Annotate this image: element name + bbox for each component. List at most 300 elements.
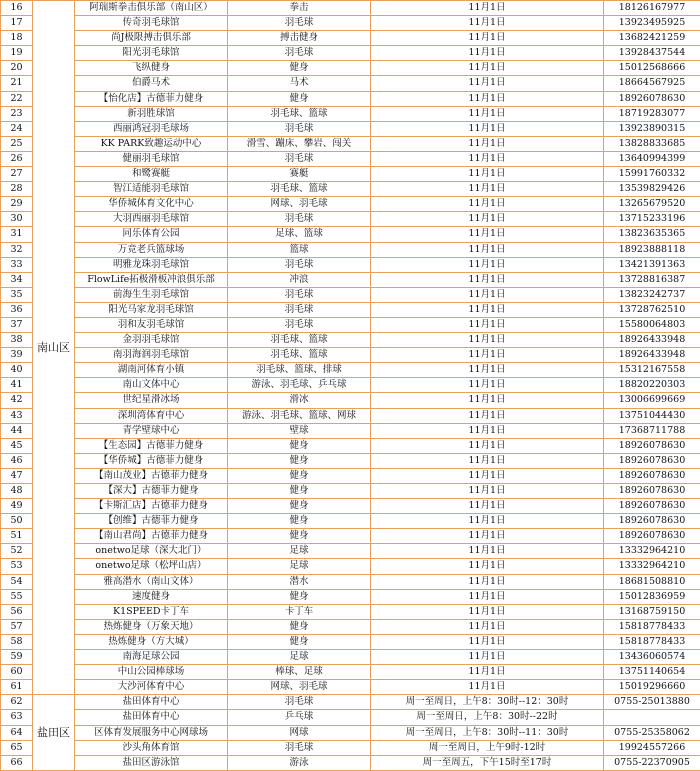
- phone-cell: 13751044430: [604, 408, 700, 423]
- phone-cell: 15012568666: [604, 61, 700, 76]
- sport-type-cell: 网球、羽毛球: [228, 680, 371, 695]
- phone-cell: 13539829426: [604, 182, 700, 197]
- phone-cell: 18126167977: [604, 1, 700, 16]
- table-row: [1, 363, 700, 378]
- venue-name-cell: 盐田体育中心: [75, 710, 228, 725]
- sport-type-cell: 棒球、足球: [228, 665, 371, 680]
- sport-type-cell: 羽毛球: [228, 16, 371, 31]
- sport-type-cell: 羽毛球: [228, 212, 371, 227]
- open-time-cell: 11月1日: [371, 468, 604, 483]
- open-time-cell: 11月1日: [371, 257, 604, 272]
- phone-cell: 18926078630: [604, 468, 700, 483]
- row-number-cell: 22: [1, 91, 33, 106]
- table-row: [1, 272, 700, 287]
- row-number-cell: 52: [1, 544, 33, 559]
- venue-name-cell: 南海足球公园: [75, 650, 228, 665]
- venue-name-cell: 【卡斯汇店】古德菲力健身: [75, 499, 228, 514]
- table-row: [1, 604, 700, 619]
- open-time-cell: 11月1日: [371, 31, 604, 46]
- sport-type-cell: 健身: [228, 438, 371, 453]
- venue-name-cell: 热炼健身（方大城）: [75, 634, 228, 649]
- phone-cell: 0755-25358062: [604, 725, 700, 740]
- sport-type-cell: 游泳: [228, 755, 371, 770]
- row-number-cell: 39: [1, 348, 33, 363]
- phone-cell: 13682421259: [604, 31, 700, 46]
- sport-type-cell: 足球: [228, 650, 371, 665]
- table-row: [1, 242, 700, 257]
- row-number-cell: 26: [1, 151, 33, 166]
- row-number-cell: 42: [1, 393, 33, 408]
- phone-cell: 18664567925: [604, 76, 700, 91]
- open-time-cell: 11月1日: [371, 680, 604, 695]
- venue-name-cell: 区体育发展服务中心网球场: [75, 725, 228, 740]
- phone-cell: 13006699669: [604, 393, 700, 408]
- open-time-cell: 11月1日: [371, 574, 604, 589]
- open-time-cell: 11月1日: [371, 317, 604, 332]
- open-time-cell: 11月1日: [371, 634, 604, 649]
- table-row: [1, 1, 700, 16]
- phone-cell: 18926078630: [604, 514, 700, 529]
- open-time-cell: 11月1日: [371, 499, 604, 514]
- phone-cell: 15012836959: [604, 589, 700, 604]
- phone-cell: 13168759150: [604, 604, 700, 619]
- row-number-cell: 63: [1, 710, 33, 725]
- row-number-cell: 50: [1, 514, 33, 529]
- sport-type-cell: 羽毛球、篮球: [228, 348, 371, 363]
- row-number-cell: 41: [1, 378, 33, 393]
- open-time-cell: 11月1日: [371, 514, 604, 529]
- row-number-cell: 16: [1, 1, 33, 16]
- table-row: [1, 710, 700, 725]
- row-number-cell: 34: [1, 272, 33, 287]
- row-number-cell: 49: [1, 499, 33, 514]
- row-number-cell: 37: [1, 317, 33, 332]
- table-row: [1, 212, 700, 227]
- sport-type-cell: 篮球: [228, 242, 371, 257]
- row-number-cell: 36: [1, 302, 33, 317]
- sport-type-cell: 网球: [228, 725, 371, 740]
- venue-name-cell: 世纪星滑冰场: [75, 393, 228, 408]
- sport-type-cell: 羽毛球: [228, 302, 371, 317]
- table-row: [1, 453, 700, 468]
- open-time-cell: 11月1日: [371, 227, 604, 242]
- venue-name-cell: 同乐体育公园: [75, 227, 228, 242]
- venue-name-cell: 【怡化店】古德菲力健身: [75, 91, 228, 106]
- phone-cell: 19924557266: [604, 740, 700, 755]
- phone-cell: 13265679520: [604, 197, 700, 212]
- open-time-cell: 11月1日: [371, 16, 604, 31]
- open-time-cell: 11月1日: [371, 151, 604, 166]
- table-row: [1, 680, 700, 695]
- open-time-cell: 11月1日: [371, 242, 604, 257]
- open-time-cell: 周一至周日，上午9时-12时: [371, 740, 604, 755]
- table-row: [1, 665, 700, 680]
- table-row: [1, 544, 700, 559]
- row-number-cell: 18: [1, 31, 33, 46]
- row-number-cell: 64: [1, 725, 33, 740]
- table-row: [1, 574, 700, 589]
- table-row: [1, 468, 700, 483]
- phone-cell: 13928437544: [604, 46, 700, 61]
- venue-name-cell: 【南山茂业】古德菲力健身: [75, 468, 228, 483]
- table-row: [1, 167, 700, 182]
- table-row: [1, 197, 700, 212]
- row-number-cell: 66: [1, 755, 33, 770]
- table-row: [1, 634, 700, 649]
- table-row: [1, 46, 700, 61]
- venue-name-cell: 热炼健身（万象天地）: [75, 619, 228, 634]
- venue-name-cell: 南羽海润羽毛球馆: [75, 348, 228, 363]
- row-number-cell: 19: [1, 46, 33, 61]
- venue-name-cell: 前海生生羽毛球馆: [75, 287, 228, 302]
- open-time-cell: 11月1日: [371, 393, 604, 408]
- venue-name-cell: 阳光马家龙羽毛球馆: [75, 302, 228, 317]
- open-time-cell: 11月1日: [371, 106, 604, 121]
- row-number-cell: 44: [1, 423, 33, 438]
- phone-cell: 13751140654: [604, 665, 700, 680]
- sport-type-cell: 潜水: [228, 574, 371, 589]
- open-time-cell: 11月1日: [371, 423, 604, 438]
- venue-name-cell: 飞纵健身: [75, 61, 228, 76]
- venue-name-cell: 智江适能羽毛球馆: [75, 182, 228, 197]
- phone-cell: 15818778433: [604, 619, 700, 634]
- phone-cell: 18681508810: [604, 574, 700, 589]
- row-number-cell: 20: [1, 61, 33, 76]
- sport-type-cell: 乒乓球: [228, 710, 371, 725]
- venue-name-cell: 南山文体中心: [75, 378, 228, 393]
- sport-type-cell: 马术: [228, 76, 371, 91]
- venue-name-cell: KK PARK致趣运动中心: [75, 136, 228, 151]
- row-number-cell: 29: [1, 197, 33, 212]
- venue-name-cell: 【创维】古德菲力健身: [75, 514, 228, 529]
- sport-type-cell: 游泳、羽毛球、篮球、网球: [228, 408, 371, 423]
- phone-cell: 13923890315: [604, 121, 700, 136]
- table-row: [1, 499, 700, 514]
- open-time-cell: 11月1日: [371, 46, 604, 61]
- row-number-cell: 65: [1, 740, 33, 755]
- row-number-cell: 32: [1, 242, 33, 257]
- row-number-cell: 45: [1, 438, 33, 453]
- table-row: [1, 16, 700, 31]
- table-row: [1, 227, 700, 242]
- phone-cell: 15991760332: [604, 167, 700, 182]
- venue-name-cell: onetwo足球（深大北门）: [75, 544, 228, 559]
- sport-type-cell: 羽毛球: [228, 287, 371, 302]
- phone-cell: 13421391363: [604, 257, 700, 272]
- sport-type-cell: 健身: [228, 468, 371, 483]
- sport-type-cell: 羽毛球: [228, 121, 371, 136]
- phone-cell: 18719283077: [604, 106, 700, 121]
- table-row: [1, 31, 700, 46]
- table-row: [1, 514, 700, 529]
- row-number-cell: 24: [1, 121, 33, 136]
- venue-name-cell: 华侨城体育文化中心: [75, 197, 228, 212]
- row-number-cell: 17: [1, 16, 33, 31]
- phone-cell: 18926078630: [604, 438, 700, 453]
- open-time-cell: 11月1日: [371, 197, 604, 212]
- table-row: [1, 61, 700, 76]
- phone-cell: 13436060574: [604, 650, 700, 665]
- row-number-cell: 56: [1, 604, 33, 619]
- venue-name-cell: FlowLife拓极滑板冲浪俱乐部: [75, 272, 228, 287]
- open-time-cell: 11月1日: [371, 604, 604, 619]
- district-cell-yantian: 盐田区: [33, 695, 75, 770]
- venue-name-cell: 沙头角体育馆: [75, 740, 228, 755]
- table-row: [1, 378, 700, 393]
- row-number-cell: 55: [1, 589, 33, 604]
- phone-cell: 18926078630: [604, 484, 700, 499]
- venue-name-cell: 金羽羽毛球馆: [75, 333, 228, 348]
- sport-type-cell: 健身: [228, 589, 371, 604]
- open-time-cell: 11月1日: [371, 665, 604, 680]
- phone-cell: 15818778433: [604, 634, 700, 649]
- sport-type-cell: 卡丁车: [228, 604, 371, 619]
- phone-cell: 15580064803: [604, 317, 700, 332]
- row-number-cell: 43: [1, 408, 33, 423]
- table-row: [1, 650, 700, 665]
- row-number-cell: 38: [1, 333, 33, 348]
- table-row: [1, 333, 700, 348]
- phone-cell: 17368711788: [604, 423, 700, 438]
- venue-name-cell: 新羽胜球馆: [75, 106, 228, 121]
- sport-type-cell: 赛艇: [228, 167, 371, 182]
- row-number-cell: 40: [1, 363, 33, 378]
- phone-cell: 18926433948: [604, 348, 700, 363]
- open-time-cell: 11月1日: [371, 544, 604, 559]
- venue-name-cell: 盐田区游泳馆: [75, 755, 228, 770]
- venue-name-cell: 伯爵马术: [75, 76, 228, 91]
- table-row: [1, 91, 700, 106]
- row-number-cell: 25: [1, 136, 33, 151]
- open-time-cell: 11月1日: [371, 302, 604, 317]
- open-time-cell: 11月1日: [371, 121, 604, 136]
- sport-type-cell: 滑冰: [228, 393, 371, 408]
- row-number-cell: 61: [1, 680, 33, 695]
- venue-name-cell: 【华侨城】古德菲力健身: [75, 453, 228, 468]
- sport-type-cell: 羽毛球: [228, 46, 371, 61]
- phone-cell: 18926433948: [604, 333, 700, 348]
- sport-type-cell: 网球、羽毛球: [228, 197, 371, 212]
- sport-type-cell: 羽毛球: [228, 740, 371, 755]
- sport-type-cell: 羽毛球: [228, 257, 371, 272]
- phone-cell: 13640994399: [604, 151, 700, 166]
- row-number-cell: 30: [1, 212, 33, 227]
- row-number-cell: 46: [1, 453, 33, 468]
- venue-name-cell: 阿瑞斯拳击俱乐部（南山区）: [75, 1, 228, 16]
- sport-type-cell: 拳击: [228, 1, 371, 16]
- sport-type-cell: 健身: [228, 453, 371, 468]
- sport-type-cell: 健身: [228, 499, 371, 514]
- venue-name-cell: 盐田体育中心: [75, 695, 228, 710]
- sport-type-cell: 足球: [228, 559, 371, 574]
- row-number-cell: 57: [1, 619, 33, 634]
- phone-cell: 13728762510: [604, 302, 700, 317]
- open-time-cell: 11月1日: [371, 348, 604, 363]
- open-time-cell: 11月1日: [371, 650, 604, 665]
- row-number-cell: 35: [1, 287, 33, 302]
- sport-type-cell: 羽毛球、篮球: [228, 182, 371, 197]
- row-number-cell: 28: [1, 182, 33, 197]
- row-number-cell: 53: [1, 559, 33, 574]
- open-time-cell: 11月1日: [371, 76, 604, 91]
- venue-name-cell: 【深大】古德菲力健身: [75, 484, 228, 499]
- table-row: [1, 725, 700, 740]
- sport-type-cell: 羽毛球、篮球: [228, 106, 371, 121]
- sport-type-cell: 冲浪: [228, 272, 371, 287]
- venue-name-cell: 明雅龙珠羽毛球馆: [75, 257, 228, 272]
- open-time-cell: 11月1日: [371, 589, 604, 604]
- venue-name-cell: 西丽鸿冠羽毛球场: [75, 121, 228, 136]
- open-time-cell: 周一至周五，下午15时至17时: [371, 755, 604, 770]
- table-row: [1, 182, 700, 197]
- table-row: [1, 695, 700, 710]
- phone-cell: [604, 710, 700, 725]
- sport-type-cell: 健身: [228, 61, 371, 76]
- row-number-cell: 58: [1, 634, 33, 649]
- phone-cell: 13332964210: [604, 544, 700, 559]
- open-time-cell: 周一至周日，上午8：30时--11：30时: [371, 725, 604, 740]
- sport-type-cell: 搏击健身: [228, 31, 371, 46]
- sport-type-cell: 游泳、羽毛球、乒乓球: [228, 378, 371, 393]
- phone-cell: 15312167558: [604, 363, 700, 378]
- sport-type-cell: 羽毛球: [228, 695, 371, 710]
- sport-type-cell: 羽毛球、篮球、排球: [228, 363, 371, 378]
- row-number-cell: 21: [1, 76, 33, 91]
- table-row: [1, 151, 700, 166]
- open-time-cell: 11月1日: [371, 182, 604, 197]
- phone-cell: 13332964210: [604, 559, 700, 574]
- venue-name-cell: 万竞老兵篮球场: [75, 242, 228, 257]
- venue-name-cell: 深圳湾体育中心: [75, 408, 228, 423]
- sport-type-cell: 健身: [228, 619, 371, 634]
- table-row: [1, 484, 700, 499]
- row-number-cell: 59: [1, 650, 33, 665]
- venue-name-cell: 大沙河体育中心: [75, 680, 228, 695]
- sport-type-cell: 健身: [228, 484, 371, 499]
- open-time-cell: 11月1日: [371, 378, 604, 393]
- table-row: [1, 287, 700, 302]
- sport-type-cell: 羽毛球: [228, 317, 371, 332]
- table-row: [1, 529, 700, 544]
- venue-name-cell: 尚J极限搏击俱乐部: [75, 31, 228, 46]
- table-row: [1, 589, 700, 604]
- table-row: [1, 317, 700, 332]
- open-time-cell: 11月1日: [371, 136, 604, 151]
- table-row: [1, 121, 700, 136]
- venue-name-cell: 传奇羽毛球馆: [75, 16, 228, 31]
- table-row: [1, 348, 700, 363]
- table-row: [1, 257, 700, 272]
- open-time-cell: 11月1日: [371, 453, 604, 468]
- open-time-cell: 11月1日: [371, 91, 604, 106]
- table-row: [1, 106, 700, 121]
- sport-type-cell: 足球、篮球: [228, 227, 371, 242]
- phone-cell: 18926078630: [604, 529, 700, 544]
- sport-type-cell: 羽毛球、篮球: [228, 333, 371, 348]
- venue-name-cell: 【生态园】古德菲力健身: [75, 438, 228, 453]
- phone-cell: 18923888118: [604, 242, 700, 257]
- open-time-cell: 11月1日: [371, 333, 604, 348]
- row-number-cell: 33: [1, 257, 33, 272]
- open-time-cell: 11月1日: [371, 529, 604, 544]
- row-number-cell: 60: [1, 665, 33, 680]
- district-cell-nanshan: 南山区: [33, 1, 75, 695]
- venue-name-cell: 青学壁球中心: [75, 423, 228, 438]
- row-number-cell: 62: [1, 695, 33, 710]
- venue-name-cell: onetwo足球（松坪山店）: [75, 559, 228, 574]
- open-time-cell: 11月1日: [371, 484, 604, 499]
- sport-type-cell: 健身: [228, 529, 371, 544]
- venue-table-body: [1, 1, 700, 771]
- open-time-cell: 11月1日: [371, 438, 604, 453]
- row-number-cell: 51: [1, 529, 33, 544]
- table-row: [1, 76, 700, 91]
- phone-cell: 18926078630: [604, 453, 700, 468]
- row-number-cell: 23: [1, 106, 33, 121]
- table-row: [1, 408, 700, 423]
- open-time-cell: 11月1日: [371, 363, 604, 378]
- phone-cell: 0755-25013880: [604, 695, 700, 710]
- venue-name-cell: 大羽西丽羽毛球馆: [75, 212, 228, 227]
- phone-cell: 0755-22370905: [604, 755, 700, 770]
- table-row: [1, 136, 700, 151]
- venue-name-cell: 中山公园棒球场: [75, 665, 228, 680]
- table-row: [1, 619, 700, 634]
- row-number-cell: 47: [1, 468, 33, 483]
- sport-type-cell: 健身: [228, 91, 371, 106]
- open-time-cell: 11月1日: [371, 1, 604, 16]
- sport-type-cell: 羽毛球: [228, 151, 371, 166]
- venue-name-cell: 健丽羽毛球馆: [75, 151, 228, 166]
- phone-cell: 13923495925: [604, 16, 700, 31]
- open-time-cell: 11月1日: [371, 61, 604, 76]
- venue-name-cell: 湖南河体育小镇: [75, 363, 228, 378]
- phone-cell: 13823635365: [604, 227, 700, 242]
- phone-cell: 13828833685: [604, 136, 700, 151]
- phone-cell: 18820220303: [604, 378, 700, 393]
- table-row: [1, 302, 700, 317]
- table-row: [1, 393, 700, 408]
- open-time-cell: 11月1日: [371, 619, 604, 634]
- open-time-cell: 11月1日: [371, 212, 604, 227]
- open-time-cell: 11月1日: [371, 287, 604, 302]
- sport-type-cell: 滑雪、蹦床、攀岩、闯关: [228, 136, 371, 151]
- venue-name-cell: 【南山君尚】古德菲力健身: [75, 529, 228, 544]
- venue-name-cell: 雅高潜水（南山文体）: [75, 574, 228, 589]
- venue-name-cell: 和鹭赛艇: [75, 167, 228, 182]
- table-row: [1, 740, 700, 755]
- row-number-cell: 27: [1, 167, 33, 182]
- sport-type-cell: 足球: [228, 544, 371, 559]
- venue-name-cell: K1SPEED卡丁车: [75, 604, 228, 619]
- sport-type-cell: 健身: [228, 514, 371, 529]
- open-time-cell: 周一至周日，上午8：30时--12：30时: [371, 695, 604, 710]
- venue-name-cell: 速度健身: [75, 589, 228, 604]
- phone-cell: 15019296660: [604, 680, 700, 695]
- phone-cell: 13715233196: [604, 212, 700, 227]
- open-time-cell: 11月1日: [371, 559, 604, 574]
- table-row: [1, 559, 700, 574]
- open-time-cell: 11月1日: [371, 272, 604, 287]
- venue-name-cell: 阳光羽毛球馆: [75, 46, 228, 61]
- phone-cell: 13728816387: [604, 272, 700, 287]
- table-row: [1, 438, 700, 453]
- row-number-cell: 31: [1, 227, 33, 242]
- row-number-cell: 54: [1, 574, 33, 589]
- sport-type-cell: 壁球: [228, 423, 371, 438]
- open-time-cell: 11月1日: [371, 167, 604, 182]
- open-time-cell: 11月1日: [371, 408, 604, 423]
